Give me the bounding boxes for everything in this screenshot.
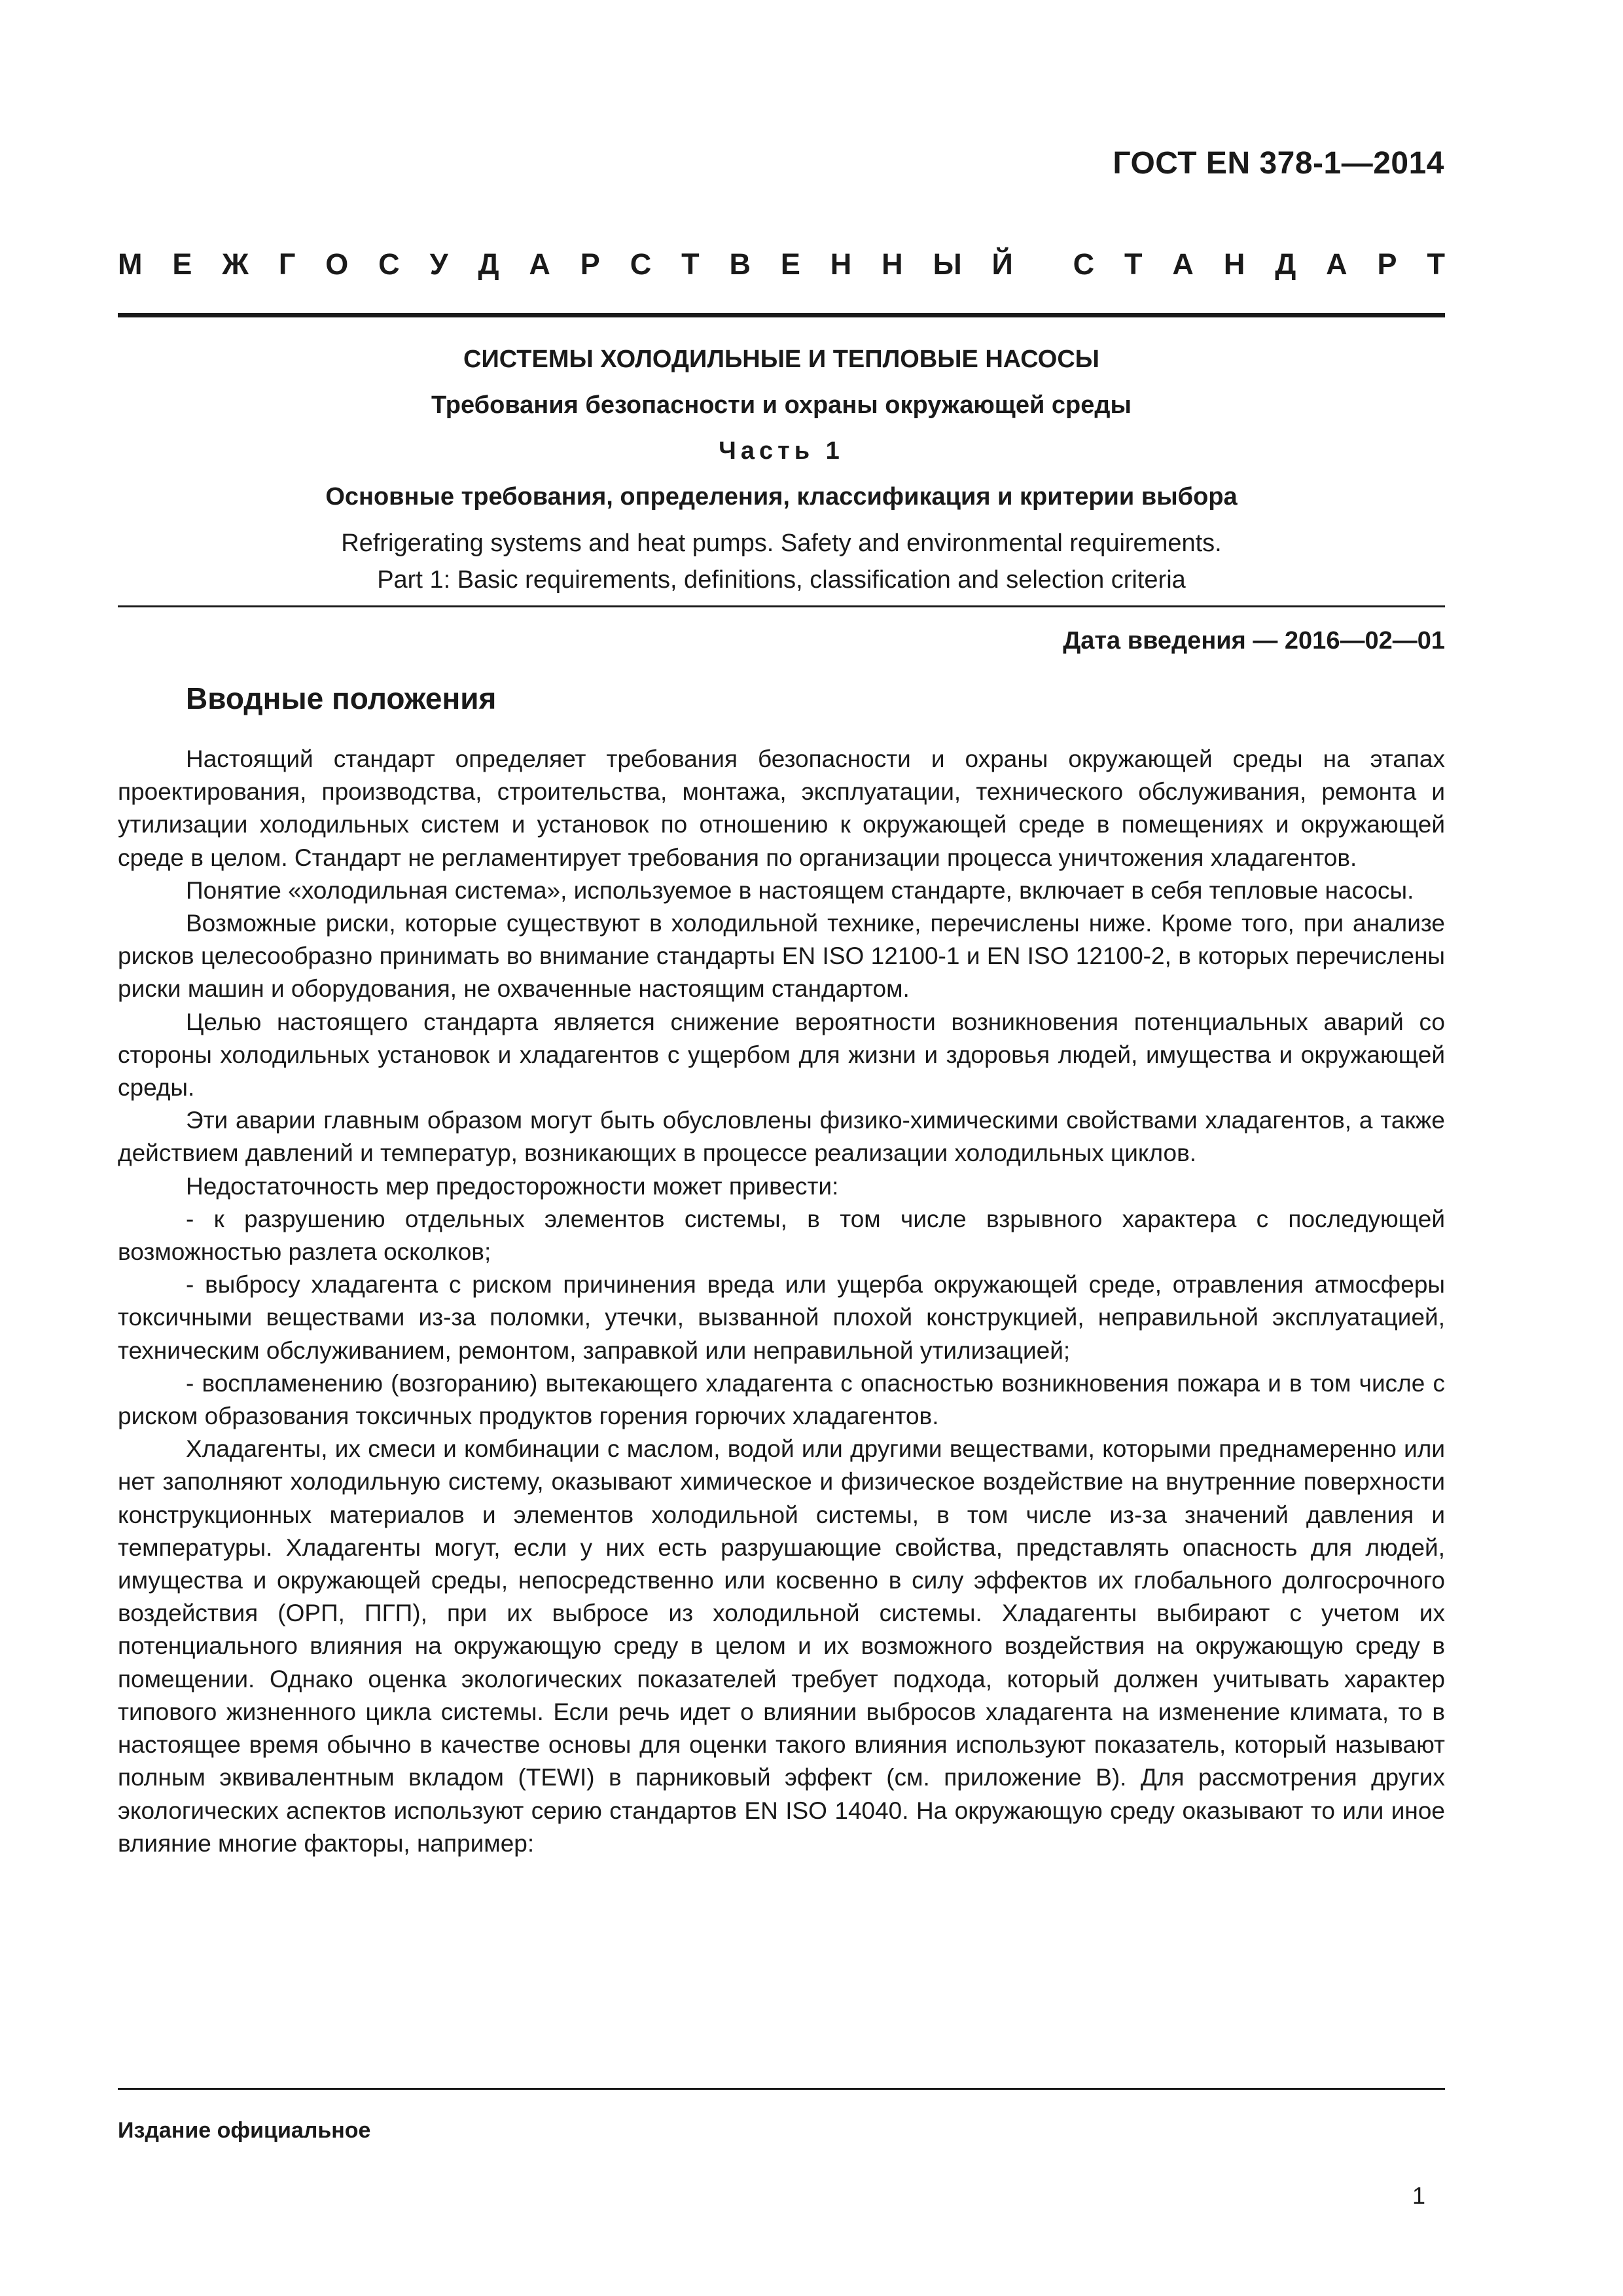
banner-letter: А xyxy=(1172,247,1194,281)
banner-letter: Д xyxy=(1275,247,1296,281)
banner-letter: Е xyxy=(172,247,192,281)
title-part-title: Основные требования, определения, классификация и критерии выбора xyxy=(325,483,1238,511)
body-text xyxy=(118,743,1445,1860)
paragraph: Настоящий стандарт определяет требования безопасности и охраны окружающей среды на этапах проектирования, производства, строительства, монтажа, эксплуатации, технического обслуживания, ремонта и утилизации холодильных систем и установок по отношению к окружающей среде в помещениях и окружающей среде в целом. Стандарт не регламентирует требования по организации процесса уничтожения хладагентов. xyxy=(118,745,1445,871)
banner-letter: А xyxy=(529,247,550,281)
title-english-line2: Part 1: Basic requirements, definitions, classification and selection criteria xyxy=(377,566,1186,594)
banner-letter: Ж xyxy=(222,247,249,281)
title-english-line1: Refrigerating systems and heat pumps. Safety and environmental requirements. xyxy=(341,529,1222,557)
banner-letter: Д xyxy=(478,247,499,281)
header-divider xyxy=(118,313,1445,317)
intro-date: Дата введения — 2016—02—01 xyxy=(1063,627,1445,655)
gost-number: ГОСТ EN 378-1—2014 xyxy=(1113,146,1444,181)
banner-letter: С xyxy=(630,247,652,281)
banner-letter: М xyxy=(118,247,143,281)
list-item: - выбросу хладагента с риском причинения вреда или ущерба окружающей среде, отравления атмосферы токсичными веществами из-за поломки, утечки, вызванной плохой конструкцией, неправильной эксплуатацией, техническим обслуживанием, ремонтом, заправкой или неправильной утилизацией; xyxy=(118,1271,1445,1364)
page-number: 1 xyxy=(1412,2182,1425,2209)
banner-letter: Н xyxy=(830,247,852,281)
banner-letter: В xyxy=(729,247,751,281)
banner-letter: Т xyxy=(681,247,700,281)
paragraph: Хладагенты, их смеси и комбинации с маслом, водой или другими веществами, которыми преднамеренно или нет заполняют холодильную систему, оказывают химическое и физическое воздействие на внутренние поверхности конструкционных материалов и элементов холодильной системы, в том числе из-за значений давления и температуры. Хладагенты могут, если у них есть разрушающие свойства, представлять опасность для людей, имущества и окружающей среды, непосредственно или косвенно в силу эффектов их глобального долгосрочного воздействия (ОРП, ПГП), при их выбросе из холодильной системы. Хладагенты выбирают с учетом их потенциального влияния на окружающую среду в целом и их возможного воздействия на окружающую среду в помещении. Однако оценка экологических показателей требует подхода, который должен учитывать характер типового жизненного цикла системы. Если речь идет о влиянии выбросов хладагента на изменение климата, то в настоящее время обычно в качестве основы для оценки такого влияния используют показатель, который называют полным эквивалентным вкладом (TEWI) в парниковый эффект (см. приложение В). Для рассмотрения других экологических аспектов используют серию стандартов EN ISO 14040. На окружающую среду оказывают то или иное влияние многие факторы, например: xyxy=(118,1435,1445,1857)
paragraph: Целью настоящего стандарта является снижение вероятности возникновения потенциальных аварий со стороны холодильных установок и хладагентов с ущербом для жизни и здоровья людей, имущества и окружающей среды. xyxy=(118,1008,1445,1102)
edition-label: Издание официальное xyxy=(118,2118,371,2143)
section-heading: Вводные положения xyxy=(186,681,497,715)
banner-letter: А xyxy=(1326,247,1347,281)
list-item: - воспламенению (возгоранию) вытекающего хладагента с опасностью возникновения пожара и в том числе с риском образования токсичных продуктов горения горючих хладагентов. xyxy=(118,1369,1445,1430)
banner-letter: Ы xyxy=(933,247,962,281)
title-main: СИСТЕМЫ ХОЛОДИЛЬНЫЕ И ТЕПЛОВЫЕ НАСОСЫ xyxy=(463,346,1099,373)
banner-letter: Е xyxy=(780,247,800,281)
standard-banner xyxy=(118,247,1445,281)
banner-letter: Й xyxy=(991,247,1013,281)
list-item: - к разрушению отдельных элементов системы, в том числе взрывного характера с последующей возможностью разлета осколков; xyxy=(118,1205,1445,1266)
title-part: Часть 1 xyxy=(719,437,844,465)
paragraph: Возможные риски, которые существуют в холодильной технике, перечислены ниже. Кроме того, при анализе рисков целесообразно принимать во внимание стандарты EN ISO 12100-1 и EN ISO 12100-2, в которых перечислены риски машин и оборудования, не охваченные настоящим стандартом. xyxy=(118,910,1445,1003)
banner-letter: Н xyxy=(882,247,903,281)
banner-letter: С xyxy=(378,247,400,281)
banner-letter: У xyxy=(429,247,448,281)
paragraph: Эти аварии главным образом могут быть обусловлены физико-химическими свойствами хладагентов, а также действием давлений и температур, возникающих в процессе реализации холодильных циклов. xyxy=(118,1107,1445,1167)
banner-letter: Т xyxy=(1427,247,1445,281)
banner-letter: С xyxy=(1073,247,1095,281)
title-divider xyxy=(118,605,1445,607)
banner-letter: Р xyxy=(580,247,600,281)
paragraph: Понятие «холодильная система», используемое в настоящем стандарте, включает в себя тепловые насосы. xyxy=(186,876,1414,904)
title-block xyxy=(118,340,1445,598)
banner-letter: Р xyxy=(1377,247,1397,281)
paragraph: Недостаточность мер предосторожности может привести: xyxy=(186,1172,839,1200)
banner-letter: О xyxy=(325,247,349,281)
title-subtitle: Требования безопасности и охраны окружающей среды xyxy=(431,391,1132,419)
footer-divider xyxy=(118,2088,1445,2090)
banner-letter: Н xyxy=(1223,247,1245,281)
banner-letter: Г xyxy=(278,247,296,281)
banner-letter: Т xyxy=(1124,247,1143,281)
